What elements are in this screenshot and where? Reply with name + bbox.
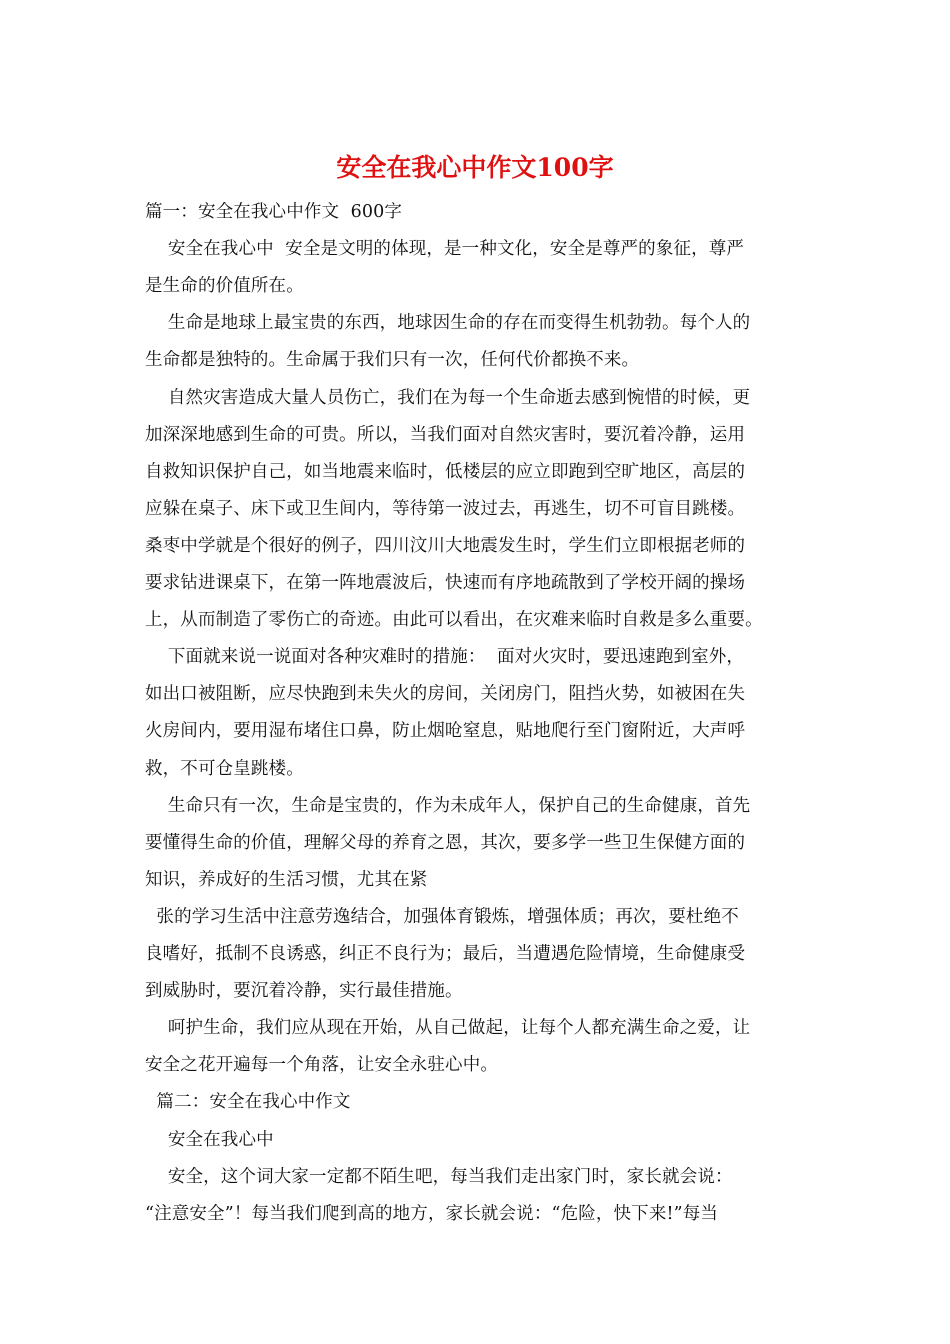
body-line: 应躲在桌子、床下或卫生间内，等待第一波过去，再逃生，切不可盲目跳楼。	[145, 498, 746, 519]
document-title: 安全在我心中作文100字	[336, 153, 614, 182]
body-line: 篇一：安全在我心中作文 600字	[145, 202, 403, 222]
body-line: 下面就来说一说面对各种灾难时的措施： 面对火灾时，要迅速跑到室外，	[145, 647, 745, 668]
body-line: 是生命的价值所在。	[145, 276, 304, 297]
body-line: 自然灾害造成大量人员伤亡，我们在为每一个生命逝去感到惋惜的时候，更	[145, 387, 751, 408]
body-line: 如出口被阻断，应尽快跑到未失火的房间，关闭房门，阻挡火势，如被困在失	[145, 684, 746, 705]
body-line: 自救知识保护自己，如当地震来临时，低楼层的应立即跑到空旷地区，高层的	[145, 461, 746, 482]
body-line: 生命都是独特的。生命属于我们只有一次，任何代价都换不来。	[145, 350, 640, 371]
body-line: 要懂得生命的价值，理解父母的养育之恩，其次，要多学一些卫生保健方面的	[145, 832, 746, 853]
body-line: 良嗜好，抵制不良诱惑，纠正不良行为；最后，当遭遇危险情境，生命健康受	[145, 944, 746, 964]
body-line: 加深深地感到生命的可贵。所以，当我们面对自然灾害时，要沉着冷静，运用	[145, 424, 746, 445]
body-line: 上，从而制造了零伤亡的奇迹。由此可以看出，在灾难来临时自救是多么重要。	[145, 610, 763, 631]
body-line: 要求钻进课桌下，在第一阵地震波后，快速而有序地疏散到了学校开阔的操场	[145, 573, 746, 593]
body-line: 知识，养成好的生活习惯，尤其在紧	[145, 869, 428, 890]
body-line: 火房间内，要用湿布堵住口鼻，防止烟呛窒息，贴地爬行至门窗附近，大声呼	[145, 721, 746, 742]
body-line: “注意安全”！每当我们爬到高的地方，家长就会说：“危险，快下来!”每当	[145, 1203, 719, 1224]
body-line: 到威胁时，要沉着冷静，实行最佳措施。	[145, 981, 463, 1002]
body-line: 安全，这个词大家一定都不陌生吧，每当我们走出家门时，家长就会说：	[145, 1166, 733, 1187]
body-line: 安全在我心中 安全是文明的体现，是一种文化，安全是尊严的象征，尊严	[145, 239, 745, 260]
body-line: 呵护生命，我们应从现在开始，从自己做起，让每个人都充满生命之爱，让	[145, 1018, 751, 1039]
body-line: 救，不可仓皇跳楼。	[145, 758, 304, 779]
body-line: 张的学习生活中注意劳逸结合，加强体育锻炼，增强体质；再次，要杜绝不	[145, 906, 739, 927]
body-line: 桑枣中学就是个很好的例子，四川汶川大地震发生时，学生们立即根据老师的	[145, 535, 746, 556]
body-line: 安全在我心中	[145, 1129, 274, 1150]
body-line: 篇二：安全在我心中作文	[145, 1092, 351, 1113]
body-line: 安全之花开遍每一个角落，让安全永驻心中。	[145, 1055, 498, 1076]
body-line: 生命只有一次，生命是宝贵的，作为未成年人，保护自己的生命健康，首先	[145, 795, 751, 816]
body-line: 生命是地球上最宝贵的东西，地球因生命的存在而变得生机勃勃。每个人的	[145, 313, 751, 334]
